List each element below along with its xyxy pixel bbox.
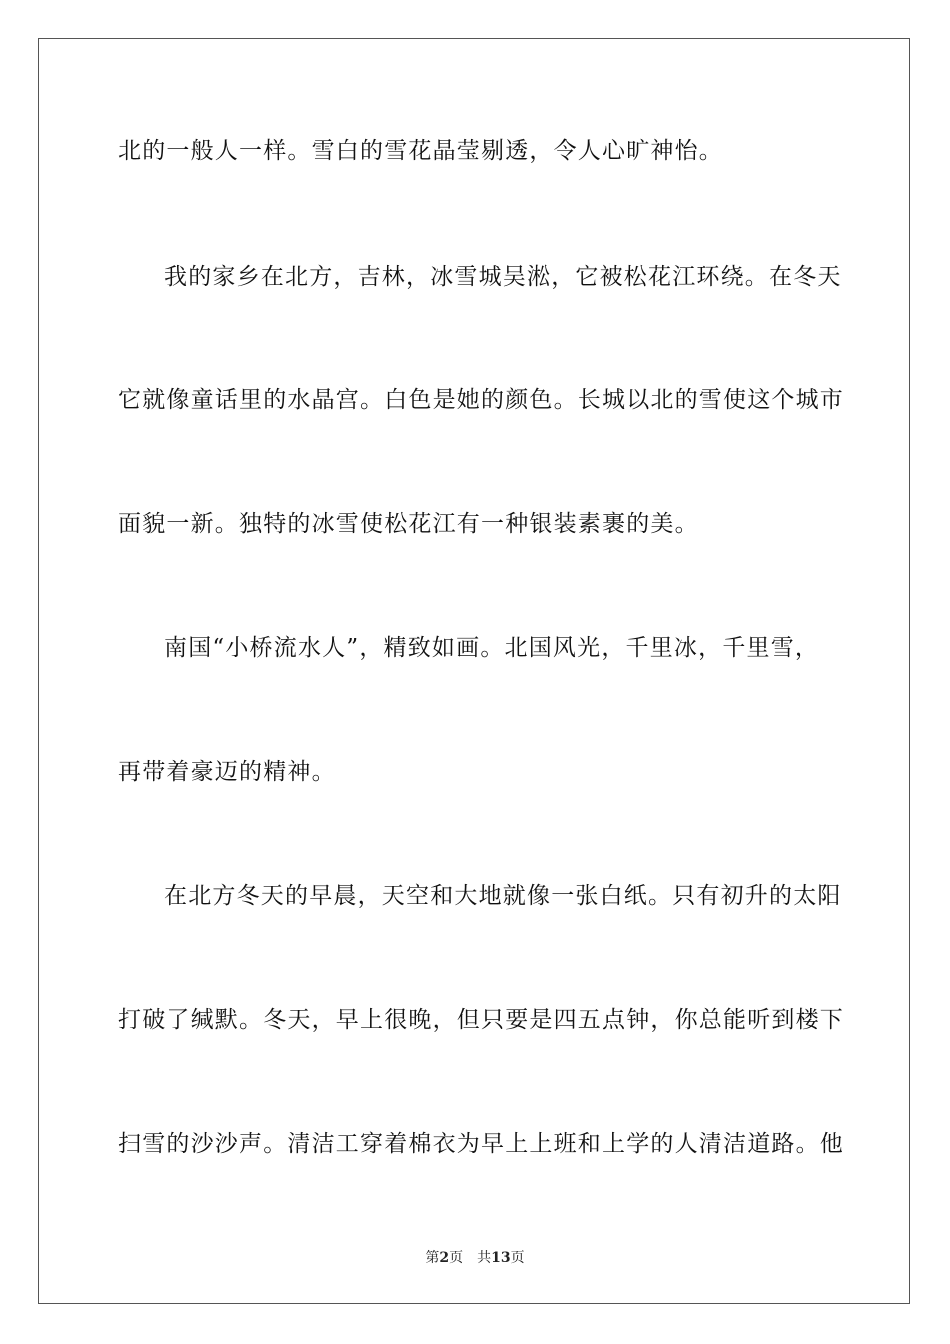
- page-suffix: 页: [449, 1250, 464, 1266]
- total-pages: 13: [491, 1250, 511, 1266]
- text-line: 面貌一新。独特的冰雪使松花江有一种银装素裹的美。: [118, 511, 699, 537]
- page-number: 2: [439, 1250, 450, 1266]
- text-line: 扫雪的沙沙声。清洁工穿着棉衣为早上上班和上学的人清洁道路。他: [118, 1131, 844, 1157]
- text-line: 打破了缄默。冬天，早上很晚，但只要是四五点钟，你总能听到楼下: [118, 1007, 844, 1033]
- text-line: 北的一般人一样。雪白的雪花晶莹剔透，令人心旷神怡。: [118, 138, 723, 164]
- page-frame: [38, 38, 910, 1304]
- page-footer: [0, 1247, 950, 1267]
- text-line: 再带着豪迈的精神。: [118, 759, 336, 785]
- paragraph-first-line: 南国“小桥流水人”，精致如画。北国风光，千里冰，千里雪，: [164, 635, 820, 661]
- total-suffix: 页: [510, 1250, 525, 1266]
- total-prefix: 共: [477, 1250, 492, 1266]
- paragraph-first-line: 我的家乡在北方，吉林，冰雪城吴淞，它被松花江环绕。在冬天: [164, 264, 842, 290]
- paragraph-first-line: 在北方冬天的早晨，天空和大地就像一张白纸。只有初升的太阳: [164, 883, 842, 909]
- page-prefix: 第: [425, 1250, 440, 1266]
- text-line: 它就像童话里的水晶宫。白色是她的颜色。长城以北的雪使这个城市: [118, 387, 844, 413]
